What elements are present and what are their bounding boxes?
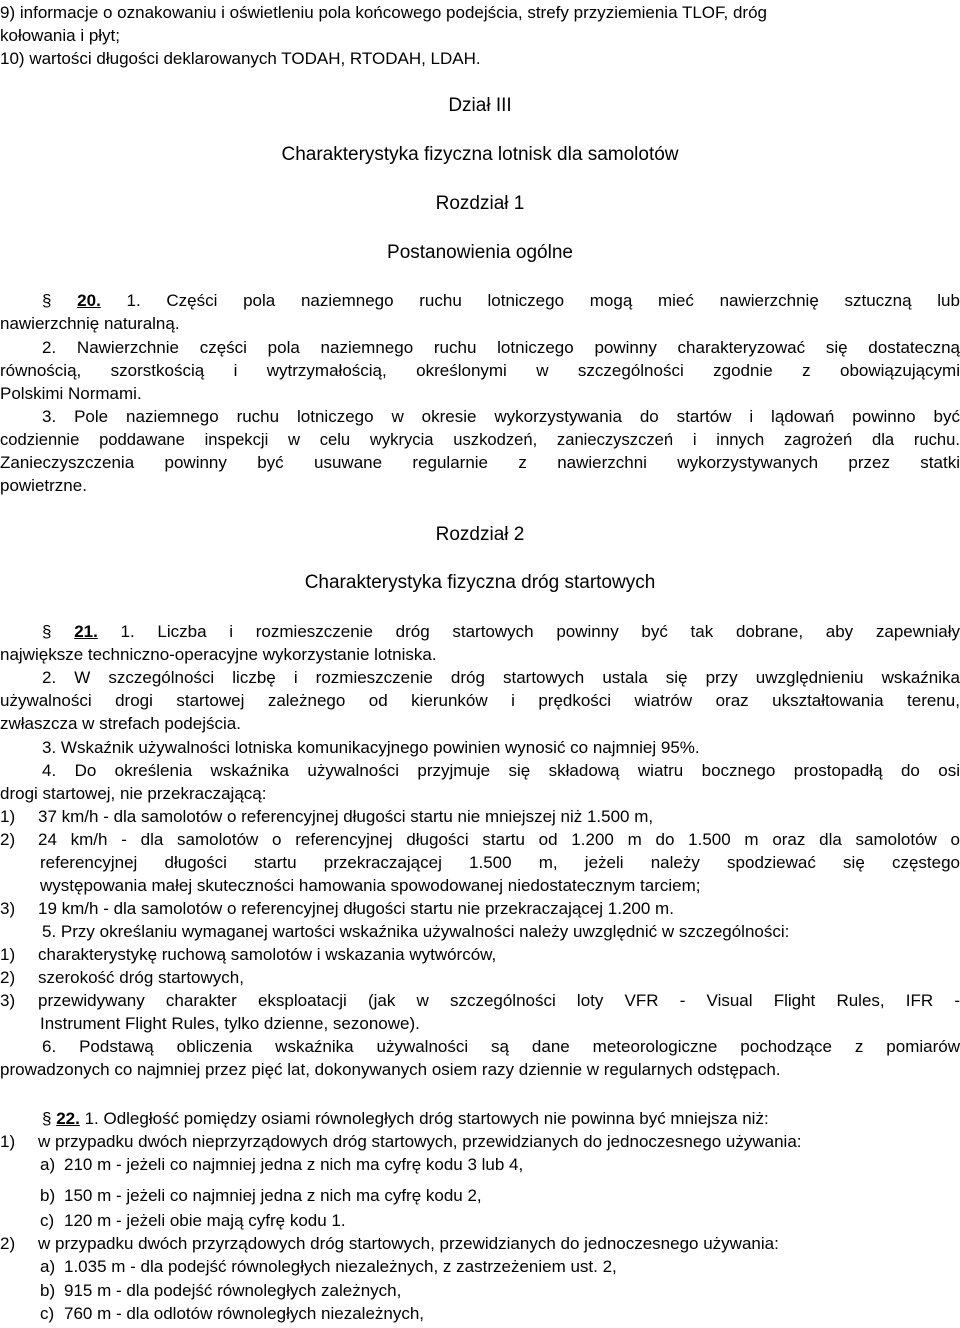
sub-list-item — [0, 1280, 960, 1302]
section-sign: § — [42, 622, 52, 641]
paragraph-number: 21. — [74, 622, 98, 641]
list-number: 1) — [0, 945, 16, 964]
list-item — [0, 898, 960, 920]
list-text: 37 km/h - dla samolotów o referencyjnej długości startu nie mniejszej niż 1.500 m, — [38, 807, 654, 826]
chapter-title: Postanowienia ogólne — [387, 242, 573, 263]
list-item — [0, 1233, 960, 1255]
list-text: szerokość dróg startowych, — [38, 968, 244, 987]
list-item — [0, 967, 960, 989]
list-number: 3) — [0, 899, 16, 918]
paragraph-text: drogi startowej, nie przekraczającą: — [0, 784, 267, 803]
list-number: 2) — [0, 830, 16, 849]
paragraph-text: 1. Liczba i rozmieszczenie dróg startowych powinny być tak dobrane, aby zapewniały — [120, 622, 960, 641]
paragraph-text: 4. Do określenia wskaźnika używalności przyjmuje się składową wiatru bocznego prostopadłą do osi — [42, 761, 960, 780]
section-sign: § — [42, 1109, 52, 1128]
list-number: 1) — [0, 807, 16, 826]
list-item-continuation: kołowania i płyt; — [0, 26, 121, 45]
list-number: 9) — [0, 3, 16, 22]
paragraph-text: 3. Pole naziemnego ruchu lotniczego w okresie wykorzystywania do startów i lądowań powinno być — [42, 407, 960, 426]
list-text: charakterystykę ruchową samolotów i wskazania wytwórców, — [38, 945, 497, 964]
sub-list-letter: b) — [40, 1281, 56, 1300]
list-text: 19 km/h - dla samolotów o referencyjnej długości startu nie przekraczającej 1.200 m. — [38, 899, 674, 918]
chapter-title: Charakterystyka fizyczna dróg startowych — [304, 572, 656, 593]
list-number: 10) — [0, 49, 25, 68]
list-text: w przypadku dwóch nieprzyrządowych dróg startowych, przewidzianych do jednoczesnego używania: — [38, 1132, 802, 1151]
sub-list-letter: b) — [40, 1186, 56, 1205]
paragraph-22-line — [0, 1108, 960, 1130]
paragraph-21-line — [0, 621, 960, 643]
list-item — [0, 829, 960, 851]
list-item-continuation: występowania małej skuteczności hamowania spowodowanej niedostatecznym tarciem; — [40, 876, 701, 895]
paragraph-text: 6. Podstawą obliczenia wskaźnika używalności są dane meteorologiczne pochodzące z pomiarów — [42, 1037, 960, 1056]
list-item — [0, 1131, 960, 1153]
paragraph-number: 20. — [77, 291, 101, 310]
sub-list-text: 1.035 m - dla podejść równoległych niezależnych, z zastrzeżeniem ust. 2, — [64, 1257, 617, 1276]
paragraph-text: Polskimi Normami. — [0, 384, 142, 403]
sub-list-letter: a) — [40, 1155, 56, 1174]
paragraph-text: 1. Odległość pomiędzy osiami równoległych dróg startowych nie powinna być mniejsza niż: — [84, 1109, 769, 1128]
list-number: 2) — [0, 968, 16, 987]
sub-list-letter: c) — [40, 1211, 55, 1230]
sub-list-item — [0, 1154, 960, 1176]
paragraph-text: Zanieczyszczenia powinny być usuwane regularnie z nawierzchni wykorzystywanych przez statki — [0, 453, 960, 472]
list-number: 2) — [0, 1234, 16, 1253]
paragraph-text: równością, szorstkością i wytrzymałością, określonymi w szczególności zgodnie z obowiązującymi — [0, 361, 960, 380]
list-item — [0, 48, 960, 70]
paragraph-text: 1. Części pola naziemnego ruchu lotniczego mogą mieć nawierzchnię sztuczną lub — [126, 291, 960, 310]
list-text: w przypadku dwóch przyrządowych dróg startowych, przewidzianych do jednoczesnego używania: — [38, 1234, 779, 1253]
chapter-heading: Rozdział 2 — [435, 524, 525, 545]
list-number: 3) — [0, 991, 16, 1010]
paragraph-text: największe techniczno-operacyjne wykorzystanie lotniska. — [0, 645, 437, 664]
list-item — [0, 990, 960, 1012]
sub-list-text: 120 m - jeżeli obie mają cyfrę kodu 1. — [64, 1211, 346, 1230]
paragraph-text: zwłaszcza w strefach podejścia. — [0, 714, 241, 733]
paragraph-text: 5. Przy określaniu wymaganej wartości wskaźnika używalności należy uwzględnić w szczególności: — [42, 922, 790, 941]
section-title: Charakterystyka fizyczna lotnisk dla samolotów — [281, 144, 679, 165]
paragraph-number: 22. — [56, 1109, 80, 1128]
paragraph-text: 2. W szczególności liczbę i rozmieszczenie dróg startowych ustala się przy uwzględnieniu wskaźnika — [42, 668, 960, 687]
sub-list-item — [0, 1303, 960, 1325]
sub-list-item — [0, 1185, 960, 1207]
sub-list-item — [0, 1256, 960, 1278]
paragraph-text: nawierzchnię naturalną. — [0, 314, 180, 333]
paragraph-text: codziennie poddawane inspekcji w celu wykrycia uszkodzeń, zanieczyszczeń i innych zagrożeń dla ruchu. — [0, 430, 960, 449]
section-sign: § — [42, 291, 52, 310]
list-item — [0, 806, 960, 828]
sub-list-item — [0, 1210, 960, 1232]
sub-list-letter: c) — [40, 1304, 55, 1323]
sub-list-text: 760 m - dla odlotów równoległych niezależnych, — [64, 1304, 425, 1323]
list-item — [0, 944, 960, 966]
sub-list-text: 150 m - jeżeli co najmniej jedna z nich ma cyfrę kodu 2, — [64, 1186, 482, 1205]
sub-list-text: 210 m - jeżeli co najmniej jedna z nich ma cyfrę kodu 3 lub 4, — [64, 1155, 524, 1174]
list-item-continuation: referencyjnej długości startu przekraczającej 1.500 m, jeżeli należy spodziewać się częstego — [40, 853, 960, 872]
list-text: 24 km/h - dla samolotów o referencyjnej długości startu od 1.200 m do 1.500 m oraz dla samolotów o — [38, 830, 960, 849]
paragraph-text: powietrzne. — [0, 476, 87, 495]
list-number: 1) — [0, 1132, 16, 1151]
sub-list-text: 915 m - dla podejść równoległych zależnych, — [64, 1281, 402, 1300]
paragraph-text: 3. Wskaźnik używalności lotniska komunikacyjnego powinien wynosić co najmniej 95%. — [42, 738, 700, 757]
list-text: przewidywany charakter eksploatacji (jak w szczególności loty VFR - Visual Flight Rules, IFR - — [38, 991, 960, 1010]
chapter-heading: Rozdział 1 — [435, 193, 525, 214]
list-text: informacje o oznakowaniu i oświetleniu pola końcowego podejścia, strefy przyziemienia TLOF, dróg — [19, 3, 767, 22]
section-heading: Dział III — [448, 95, 512, 116]
list-item-continuation: Instrument Flight Rules, tylko dzienne, sezonowe). — [40, 1014, 420, 1033]
list-item — [0, 2, 960, 24]
paragraph-text: używalności drogi startowej zależnego od kierunków i prędkości wiatrów oraz ukształtowania terenu, — [0, 691, 960, 710]
paragraph-20-line — [0, 290, 960, 312]
sub-list-letter: a) — [40, 1257, 56, 1276]
paragraph-text: prowadzonych co najmniej przez pięć lat, dokonywanych osiem razy dziennie w regularnych odstępach. — [0, 1060, 781, 1079]
list-text: wartości długości deklarowanych TODAH, RTODAH, LDAH. — [29, 49, 481, 68]
paragraph-text: 2. Nawierzchnie części pola naziemnego ruchu lotniczego powinny charakteryzować się dostateczną — [42, 338, 960, 357]
